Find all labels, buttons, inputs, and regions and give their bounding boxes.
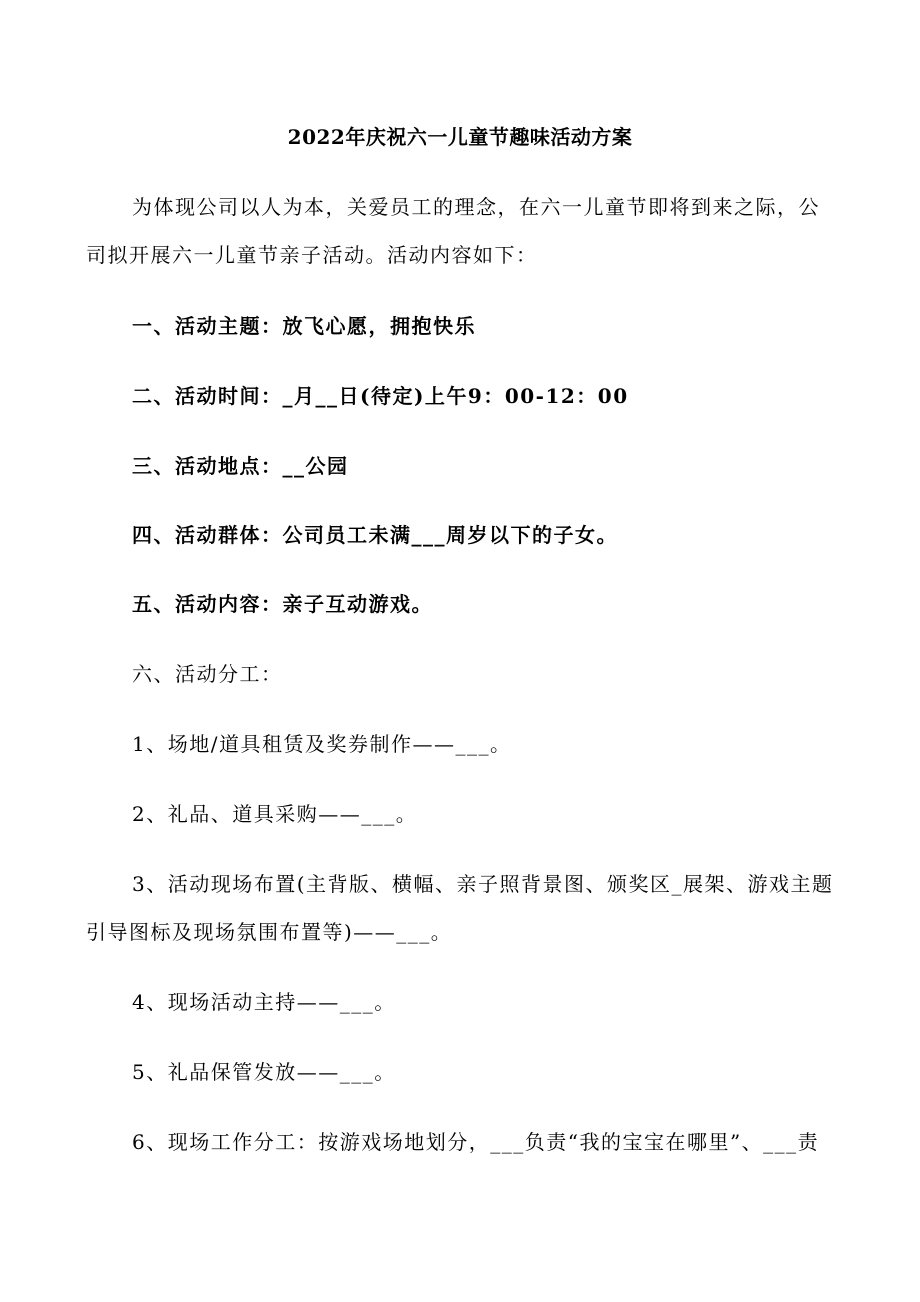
- section-theme: 一、活动主题：放飞心愿，拥抱快乐: [132, 314, 476, 338]
- task-item-1: 1、场地/道具租赁及奖券制作——___。: [132, 732, 512, 756]
- section-audience: 四、活动群体：公司员工未满___周岁以下的子女。: [132, 523, 618, 547]
- task-item-2: 2、礼品、道具采购——___。: [132, 802, 418, 826]
- task-item-3-line-1: 3、活动现场布置(主背版、横幅、亲子照背景图、颁奖区_展架、游戏主题: [132, 872, 834, 896]
- section-time: 二、活动时间：_月__日(待定)上午9：00-12：00: [132, 384, 629, 408]
- intro-line-2: 司拟开展六一儿童节亲子活动。活动内容如下：: [86, 243, 538, 267]
- task-item-3-line-2: 引导图标及现场氛围布置等)——___。: [86, 920, 453, 944]
- task-item-4: 4、现场活动主持——___。: [132, 990, 396, 1014]
- task-item-5: 5、礼品保管发放——___。: [132, 1060, 396, 1084]
- intro-line-1: 为体现公司以人为本，关爱员工的理念，在六一儿童节即将到来之际，公: [132, 195, 820, 219]
- section-division: 六、活动分工：: [132, 662, 283, 686]
- section-location: 三、活动地点：__公园: [132, 454, 349, 478]
- task-item-6: 6、现场工作分工：按游戏场地划分，___负责“我的宝宝在哪里”、___责: [132, 1130, 820, 1154]
- section-content: 五、活动内容：亲子互动游戏。: [132, 592, 433, 616]
- document-title: 2022年庆祝六一儿童节趣味活动方案: [287, 125, 633, 149]
